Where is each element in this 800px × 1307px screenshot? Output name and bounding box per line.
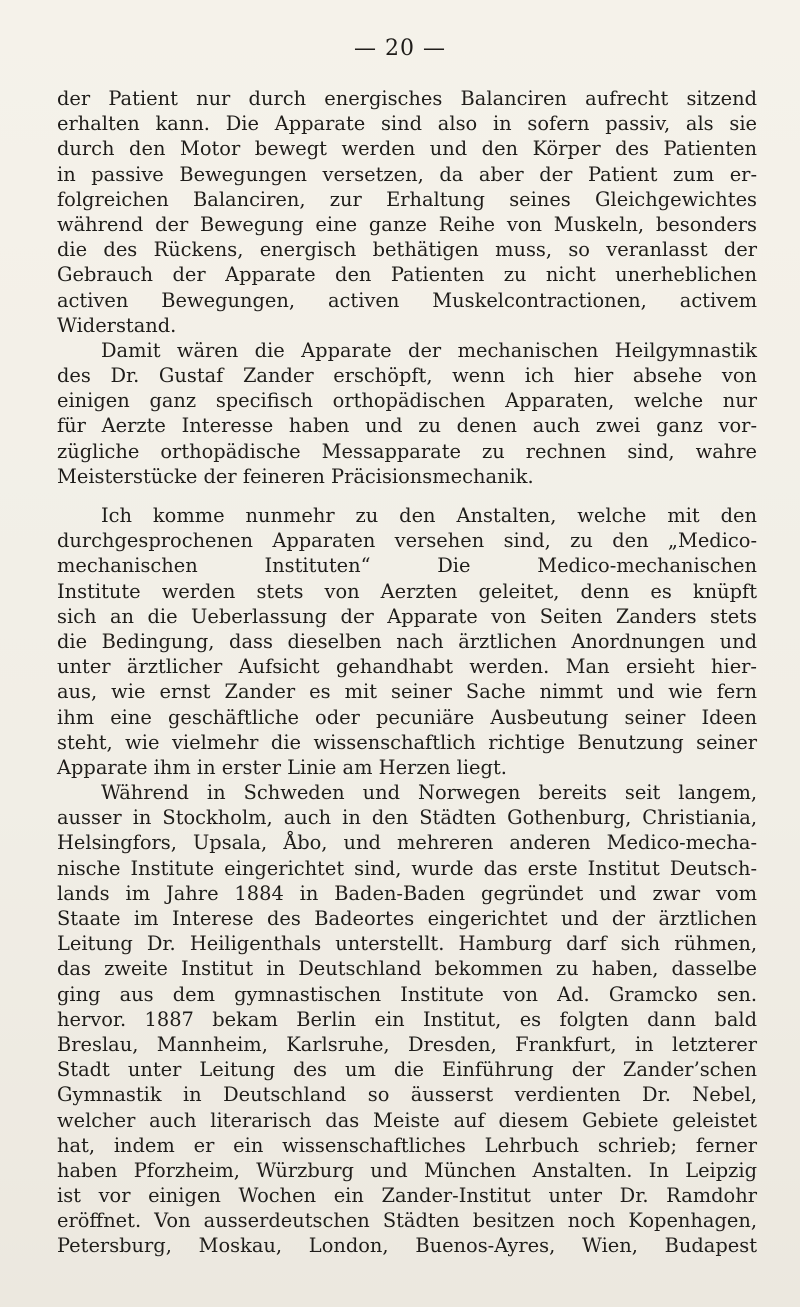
text-line: des Dr. Gustaf Zander erschöpft, wenn ich hier absehe von (57, 364, 757, 388)
page-number: — 20 — (354, 36, 446, 61)
text-line: für Aerzte Interesse haben und zu denen auch zwei ganz vor- (57, 414, 757, 438)
text-line: in passive Bewegungen versetzen, da aber der Patient zum er- (57, 162, 757, 186)
text-line: Breslau, Mannheim, Karlsruhe, Dresden, Frankfurt, in letzterer (57, 1032, 757, 1056)
text-line: steht, wie vielmehr die wissenschaftlich richtige Benutzung seiner (57, 730, 757, 754)
paragraph-4 (57, 780, 757, 1259)
text-line: die des Rückens, energisch bethätigen muss, so veranlasst der (57, 238, 757, 262)
text-line: der Patient nur durch energisches Balanciren aufrecht sitzend (57, 87, 757, 110)
text-line: ihm eine geschäftliche oder pecuniäre Ausbeutung seiner Ideen (57, 705, 757, 729)
text-line: Während in Schweden und Norwegen bereits seit langem, (101, 781, 757, 805)
text-line: Gebrauch der Apparate den Patienten zu nicht unerheblichen (57, 263, 757, 287)
body-text (57, 86, 757, 1259)
paragraph-gap (57, 489, 757, 503)
text-line: aus, wie ernst Zander es mit seiner Sache nimmt und wie fern (57, 680, 757, 704)
text-line: unter ärztlicher Aufsicht gehandhabt werden. Man ersieht hier- (57, 655, 757, 679)
text-line: die Bedingung, dass dieselben nach ärztlichen Anordnungen und (57, 629, 757, 653)
text-line: haben Pforzheim, Würzburg und München Anstalten. In Leipzig (57, 1158, 757, 1182)
text-line: Ich komme nunmehr zu den Anstalten, welche mit den (101, 504, 757, 527)
paragraph-1 (57, 86, 757, 338)
text-line: Meisterstücke der feineren Präcisionsmechanik. (57, 464, 534, 488)
text-line: Widerstand. (57, 313, 177, 337)
text-line: ging aus dem gymnastischen Institute von Ad. Gramcko sen. (57, 982, 757, 1006)
text-line: activen Bewegungen, activen Muskelcontractionen, activem (57, 288, 757, 312)
text-line: folgreichen Balanciren, zur Erhaltung seines Gleichgewichtes (57, 187, 757, 211)
text-line: durchgesprochenen Apparaten versehen sind, zu den „Medico- (57, 529, 757, 553)
text-line: Helsingfors, Upsala, Åbo, und mehreren anderen Medico-mecha- (57, 831, 757, 855)
paragraph-3 (57, 503, 757, 780)
text-line: welcher auch literarisch das Meiste auf diesem Gebiete geleistet (57, 1108, 757, 1132)
text-line: nische Institute eingerichtet sind, wurde das erste Institut Deutsch- (57, 856, 757, 880)
text-line: Institute werden stets von Aerzten geleitet, denn es knüpft (57, 579, 757, 603)
text-line: ausser in Stockholm, auch in den Städten Gothenburg, Christiania, (57, 806, 757, 830)
text-line: eröffnet. Von ausserdeutschen Städten besitzen noch Kopenhagen, (57, 1209, 757, 1233)
text-line: Apparate ihm in erster Linie am Herzen liegt. (57, 755, 507, 779)
text-line: Damit wären die Apparate der mechanischen Heilgymnastik (101, 338, 757, 362)
text-line: sich an die Ueberlassung der Apparate von Seiten Zanders stets (57, 604, 757, 628)
text-line: Staate im Interese des Badeortes eingerichtet und der ärztlichen (57, 907, 757, 930)
text-line: hervor. 1887 bekam Berlin ein Institut, es folgten dann bald (57, 1007, 757, 1031)
text-line: das zweite Institut in Deutschland bekommen zu haben, dasselbe (57, 957, 757, 981)
text-line: Gymnastik in Deutschland so äusserst verdienten Dr. Nebel, (57, 1083, 757, 1107)
text-line: Petersburg, Moskau, London, Buenos-Ayres, Wien, Budapest (57, 1234, 757, 1258)
text-line: ist vor einigen Wochen ein Zander-Institut unter Dr. Ramdohr (57, 1184, 757, 1208)
text-line: zügliche orthopädische Messapparate zu rechnen sind, wahre (57, 439, 757, 463)
text-line: während der Bewegung eine ganze Reihe von Muskeln, besonders (57, 212, 757, 236)
text-line: durch den Motor bewegt werden und den Körper des Patienten (57, 137, 757, 161)
text-line: einigen ganz specifisch orthopädischen Apparaten, welche nur (57, 389, 757, 413)
text-line: Leitung Dr. Heiligenthals unterstellt. Hamburg darf sich rühmen, (57, 932, 757, 956)
text-line: hat, indem er ein wissenschaftliches Lehrbuch schrieb; ferner (57, 1133, 757, 1157)
text-line: Stadt unter Leitung des um die Einführung der Zander’schen (57, 1058, 757, 1082)
paragraph-2 (57, 338, 757, 489)
text-line: erhalten kann. Die Apparate sind also in sofern passiv, als sie (57, 112, 757, 136)
text-line: lands im Jahre 1884 in Baden-Baden gegründet und zwar vom (57, 881, 757, 905)
text-line: mechanischen Instituten“ Die Medico-mechanischen (57, 554, 757, 578)
